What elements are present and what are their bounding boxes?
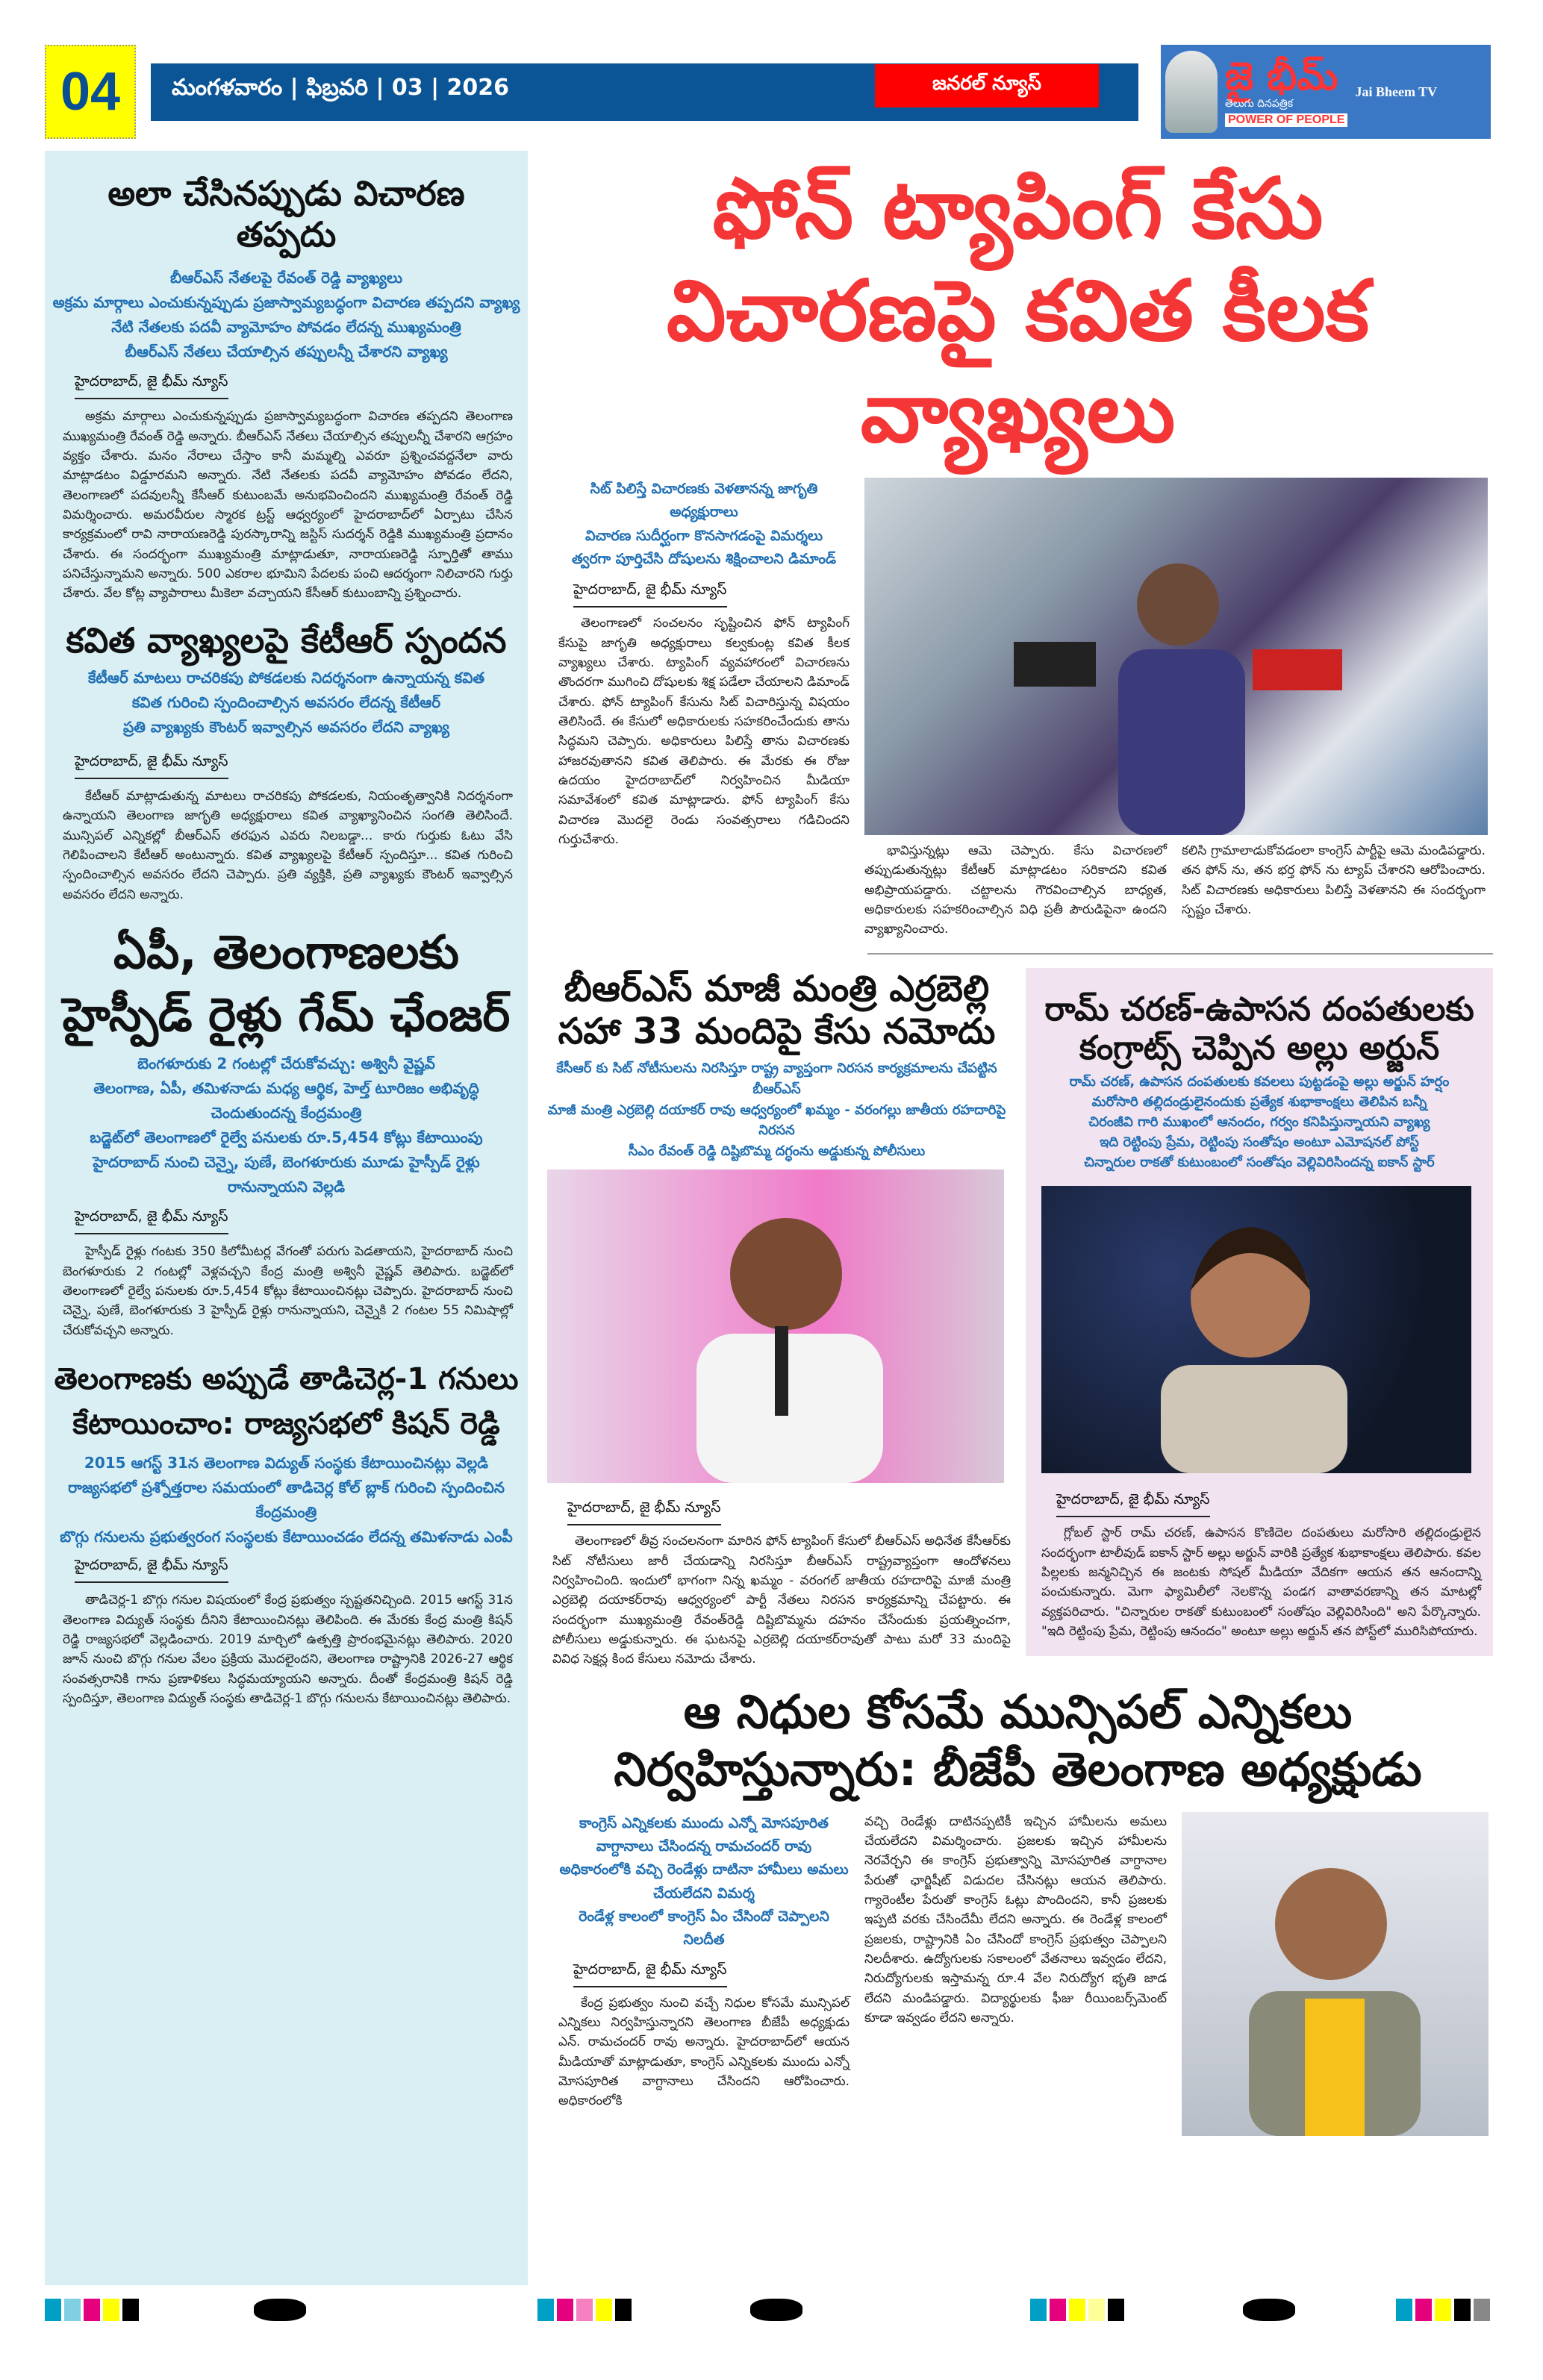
article-tadicherla (52, 1357, 520, 1708)
article-body: గ్లోబల్ స్టార్ రామ్ చరణ్, ఉపాసన కొణిదెల దంపతులు మరోసారి తల్లిదండ్రులైన సందర్భంగా టాలీవుడ్ ఐకాన్ స్టార్ అల్లు అర్జున్ వారికి ప్రత్యేక శుభాకాంక్షలు తెలిపారు. కవల పిల్లలకు జన్మనిచ్చిన ఈ జంటకు సోషల్ మీడియా వేదికగా ఆయన తన ఆనందాన్ని పంచుకున్నారు. మెగా ఫ్యామిలీలో నెలకొన్న పండగ వాతావరణాన్ని తన మాటల్లో వ్యక్తపరిచారు. "చిన్నారుల రాకతో కుటుంబంలో సంతోషం వెల్లివిరిసింది" అని పేర్కొన్నారు. "ఇది రెట్టింపు ప్రేమ, రెట్టింపు ఆనందం" అంటూ అల్లు అర్జున్ తన పోస్ట్‌లో మురిసిపోయారు. (1041, 1525, 1481, 1639)
allu-arjun-photo (1041, 1186, 1471, 1473)
color-registration-mark (45, 2299, 139, 2321)
lead-story (543, 478, 1493, 940)
deck-line: అధికారంలోకి వచ్చి రెండేళ్లు దాటినా హామీలు అమలు చేయలేదని విమర్శ (559, 1861, 849, 1902)
headline: బీఆర్ఎస్ మాజీ మంత్రి ఎర్రబెల్లి సహా 33 మందిపై కేసు నమోదు (558, 967, 996, 1053)
lead-photo-column (864, 478, 1488, 940)
page-number: 04 (45, 45, 136, 139)
article-highspeed-rail (52, 921, 520, 1340)
year: 2026 (446, 75, 510, 101)
portrait-icon (1165, 51, 1218, 133)
divider (867, 953, 1493, 955)
article-bjp (543, 1812, 1493, 2136)
deck-line: బొగ్గు గనులను ప్రభుత్వరంగ సంస్థలకు కేటాయించడం లేదన్న తమిళనాడు ఎంపీ (60, 1528, 513, 1546)
deck-line: చిరంజీవి గారి ముఖంలో ఆనందం, గర్వం కనిపిస్తున్నాయని వ్యాఖ్య (1088, 1114, 1430, 1131)
article-body-continued: భావిస్తున్నట్లు ఆమె చెప్పారు. కేసు విచారణలో తప్పుడుతున్నట్లు కేటీఆర్ మాట్లాడటం సరికాదని కవిత అభిప్రాయపడ్డారు. చట్టాలను గౌరవించాల్సిన బాధ్యత, అధికారులకు సహకరించాల్సిన విధి ప్రతీ పౌరుడిపైనా ఉందని వ్యాఖ్యానించారు. (864, 843, 1167, 937)
deck-line: విచారణ సుదీర్ఘంగా కొనసాగడంపై విమర్శలు (585, 527, 823, 544)
color-registration-mark (1030, 2299, 1124, 2321)
article-body-continued: కలిసి గ్రామాలాడుకోవడంలా కాంగ్రెస్ పార్టీపై ఆమె మండిపడ్డారు. తన ఫోన్ ను, తన భర్త ఫోన్ ను ట్యాప్ చేశారని ఆరోపించారు. సిట్ విచారణకు అధికారులు పిలిస్తే వెళతానని ఈ సందర్భంగా స్పష్టం చేశారు. (1182, 843, 1486, 917)
deck-line: రాజ్యసభలో ప్రశ్నోత్తరాల సమయంలో తాడిచెర్ల కోల్ బ్లాక్ గురించి స్పందించిన కేంద్రమంత్రి (68, 1478, 505, 1522)
headline: ఏపీ, తెలంగాణలకు హైస్పీడ్ రైళ్లు గేమ్ ఛేంజర్ (62, 925, 511, 1042)
deck-line: చిన్నారుల రాకతో కుటుంబంలో సంతోషం వెల్లివిరిసిందన్న ఐకాన్ స్టార్ (1084, 1155, 1435, 1171)
deck-line: త్వరగా పూర్తిచేసి దోషులను శిక్షించాలని డిమాండ్ (571, 550, 837, 567)
speaker-photo-icon (547, 1169, 1004, 1483)
logo-subtitle: తెలుగు దినపత్రిక (1225, 97, 1294, 110)
registration-mark (1243, 2299, 1295, 2321)
month: ఫిబ్రవరి (306, 75, 369, 101)
deck-line: బెంగళూరుకు 2 గంటల్లో చేరుకోవచ్చు: అశ్వినీ వైష్ణవ్ (137, 1055, 435, 1073)
allu-arjun-box (1026, 968, 1493, 1657)
deck-line: కాంగ్రెస్ ఎన్నికలకు ముందు ఎన్నో మోసపూరిత వాగ్దానాలు చేసిందన్న రామచందర్ రావు (579, 1814, 829, 1855)
section-label: జనరల్ న్యూస్ (875, 64, 1099, 107)
bjp-photo (1182, 1812, 1489, 2136)
deck-line: కవిత గురించి స్పందించాల్సిన అవసరం లేదన్న కేటీఆర్ (131, 693, 441, 711)
left-column (45, 151, 528, 2285)
article-body-continued: వచ్చి రెండేళ్లు దాటినప్పటికీ ఇచ్చిన హామీలను అమలు చేయలేదని విమర్శించారు. ప్రజలకు ఇచ్చిన హామీలను నెరవేర్చని ఈ కాంగ్రెస్ ప్రభుత్వాన్ని మోసపూరిత వాగ్దానాల పేరుతో ఛార్జిషీట్ విడుదల చేసినట్లు ఆయన తెలిపారు. గ్యారెంటీల పేరుతో కాంగ్రెస్ ఓట్లు పొందిందని, కానీ ప్రజలకు ఇప్పటి వరకు చేసిందేమీ లేదని అన్నారు. ఈ రెండేళ్ల కాలంలో ప్రజలకు, రాష్ట్రానికి ఏం చేసిందో కాంగ్రెస్ ప్రభుత్వం చెప్పాలని నిలదీశారు. ఉద్యోగులకు సకాలంలో వేతనాలు ఇవ్వడం లేదని, నిరుద్యోగులకు ఇస్తామన్న రూ.4 వేల నిరుద్యోగ భృతి జాడ లేదని మండిపడ్డారు. విద్యార్థులకు ఫీజు రీయింబర్స్‌మెంట్ కూడా ఇవ్వడం లేదని అన్నారు. (864, 1814, 1168, 2026)
lead-headline: ఫోన్ ట్యాపింగ్ కేసు విచారణపై కవిత కీలక వ్యాఖ్యలు (666, 160, 1370, 462)
deck-line: అక్రమ మార్గాలు ఎంచుకున్నప్పుడు ప్రజాస్వామ్యబద్ధంగా విచారణ తప్పదని వ్యాఖ్య (52, 293, 520, 312)
press-conference-photo-icon (864, 478, 1488, 835)
deck-line: మరోసారి తల్లిదండ్రులైనందుకు ప్రత్యేక శుభాకాంక్షలు తెలిపిన బన్నీ (1091, 1094, 1427, 1111)
article-revanth (52, 173, 520, 604)
dateline: హైదరాబాద్, జై భీమ్ న్యూస్ (75, 1208, 228, 1234)
headline: కవిత వ్యాఖ్యలపై కేటీఆర్ స్పందన (66, 619, 507, 660)
lead-deck (558, 478, 850, 850)
deck-line: 2015 ఆగస్ట్ 31న తెలంగాణ విద్యుత్ సంస్థకు కేటాయించినట్లు వెల్లడి (84, 1454, 489, 1472)
dateline: హైదరాబాద్, జై భీమ్ న్యూస్ (1056, 1491, 1210, 1517)
deck-line: సీఎం రేవంత్ రెడ్డి దిష్టిబొమ్మ దగ్ధంను అడ్డుకున్న పోలీసులు (628, 1143, 926, 1160)
main-area (543, 158, 1493, 2136)
deck-line: బీఆర్ఎస్ నేతలు చేయాల్సిన తప్పులన్నీ చేశారని వ్యాఖ్య (125, 343, 448, 361)
dateline: హైదరాబాద్, జై భీమ్ న్యూస్ (573, 581, 727, 608)
tv-logo: Jai Bheem TV (1355, 84, 1438, 99)
issue-date: మంగళవారం | ఫిబ్రవరి | 03 | 2026 (172, 75, 510, 101)
deck-line: తెలంగాణ, ఏపీ, తమిళనాడు మధ్య ఆర్థిక, హెల్త్ టూరిజం అభివృద్ధి చెందుతుందన్న కేంద్రమంత్రి (93, 1079, 479, 1122)
article-ktr (52, 620, 520, 905)
headline: అలా చేసినప్పుడు విచారణ తప్పదు (107, 173, 465, 255)
lead-photo (864, 478, 1488, 835)
deck-line: కేసీఆర్ కు సిట్ నోటీసులను నిరసిస్తూ రాష్ట్ర వ్యాప్తంగా నిరసన కార్యక్రమాలను చేపట్టిన బీఆర్ఎస్ (556, 1060, 997, 1097)
deck-line: హైదరాబాద్ నుంచి చెన్నై, పుణే, బెంగళూరుకు మూడు హైస్పీడ్ రైళ్లు రానున్నాయని వెల్లడి (93, 1153, 480, 1196)
article-body: కేంద్ర ప్రభుత్వం నుంచి వచ్చే నిధుల కోసమే మున్సిపల్ ఎన్నికలు నిర్వహిస్తున్నారని తెలంగాణ బీజేపీ అధ్యక్షుడు ఎన్. రామచందర్ రావు అన్నారు. హైదరాబాద్‌లో ఆయన మీడియాతో మాట్లాడుతూ, కాంగ్రెస్ ఎన్నికలకు ముందు ఎన్నో మోసపూరిత వాగ్దానాలు చేసిందని ఆరోపించారు. అధికారంలోకి (558, 1995, 850, 2109)
day: 03 (391, 75, 423, 101)
logo-tagline: POWER OF PEOPLE (1225, 113, 1347, 127)
color-registration-mark (1396, 2299, 1490, 2321)
headline: రామ్ చరణ్-ఉపాసన దంపతులకు కంగ్రాట్స్ చెప్పిన అల్లు అర్జున్ (1044, 990, 1474, 1068)
middle-stories (543, 968, 1493, 1670)
deck-line: కేటీఆర్ మాటలు రాచరికపు పోకడలకు నిదర్శనంగా ఉన్నాయన్న కవిత (87, 669, 485, 687)
registration-mark (254, 2299, 306, 2321)
masthead-logo (1161, 45, 1491, 139)
article-body: తెలంగాణలో తీవ్ర సంచలనంగా మారిన ఫోన్ ట్యాపింగ్ కేసులో బీఆర్ఎస్ అధినేత కేసీఆర్‌కు సిట్ నోటీసులు జారీ చేయడాన్ని నిరసిస్తూ బీఆర్ఎస్ రాష్ట్రవ్యాప్తంగా ఆందోళనలు నిర్వహించింది. ఇందులో భాగంగా నిన్న ఖమ్మం - వరంగల్ జాతీయ రహదారిపై మాజీ మంత్రి ఎర్రబెల్లి దయాకర్‌రావు ఆధ్వర్యంలో పార్టీ నేతలు నిరసన కార్యక్రమాన్ని చేపట్టారు. ఈ సందర్భంగా ముఖ్యమంత్రి రేవంత్‌రెడ్డి దిష్టిబొమ్మను దహనం చేసేందుకు ప్రయత్నించగా, పోలీసులు అడ్డుకున్నారు. ఈ ఘటనపై ఎర్రబెల్లి దయాకర్‌రావుతో పాటు మరో 33 మందిపై వివిధ సెక్షన్ల కింద కేసులు నమోదు చేశారు. (552, 1534, 1011, 1667)
bjp-headline: ఆ నిధుల కోసమే మున్సిపల్ ఎన్నికలు నిర్వహిస్తున్నారు: బీజేపీ తెలంగాణ అధ్యక్షుడు (614, 1684, 1422, 1797)
deck-line: బీఆర్ఎస్ నేతలపై రేవంత్ రెడ్డి వ్యాఖ్యలు (169, 269, 403, 287)
weekday: మంగళవారం (172, 75, 283, 101)
politician-photo-icon (1182, 1812, 1489, 2136)
deck-line: రెండేళ్ల కాలంలో కాంగ్రెస్ ఏం చేసిందో చెప్పాలని నిలదీత (579, 1908, 829, 1949)
deck-line: నేటి నేతలకు పదవీ వ్యామోహం పోవడం లేదన్న ముఖ్యమంత్రి (111, 318, 461, 337)
dateline: హైదరాబాద్, జై భీమ్ న్యూస్ (75, 1557, 228, 1583)
deck-line: సిట్ పిలిస్తే విచారణకు వెళతానన్న జాగృతి అధ్యక్షురాలు (590, 480, 818, 521)
registration-mark (750, 2299, 802, 2321)
article-body: అక్రమ మార్గాలు ఎంచుకున్నప్పుడు ప్రజాస్వామ్యబద్ధంగా విచారణ తప్పదని తెలంగాణ ముఖ్యమంత్రి రేవంత్ రెడ్డి అన్నారు. బీఆర్ఎస్ నేతలు చేయాల్సిన తప్పులన్నీ చేశారని ఆగ్రహం వ్యక్తం చేశారు. మనం నేరాలు చేస్తాం కానీ మమ్మల్ని ఎవరూ ప్రశ్నించవద్దనేలా వారు మాట్లాడటం విడ్డూరమని అన్నారు. నేటి నేతలకు పదవీ వ్యామోహం పోవడం లేదని, తెలంగాణలో పదవులన్నీ కేసీఆర్ కుటుంబమే అనుభవించిందని ముఖ్యమంత్రి రేవంత్ రెడ్డి విమర్శించారు. అమరవీరుల స్మారక ట్రస్ట్ ఆధ్వర్యంలో హైదరాబాద్‌లో ఏర్పాటు చేసిన కార్యక్రమంలో రావి నారాయణరెడ్డి పురస్కారాన్ని జస్టిస్ సుదర్శన్ రెడ్డికి ముఖ్యమంత్రి ప్రదానం చేశారు. ఈ సందర్భంగా ముఖ్యమంత్రి మాట్లాడుతూ, నారాయణరెడ్డి స్ఫూర్తితో తాము పనిచేస్తున్నామని అన్నారు. 500 ఎకరాల భూమిని పేదలకు పంచి ఆదర్శంగా నిలిచారని గుర్తు చేశారు. వేల కోట్ల వ్యాపారాలు మీకెలా వచ్చాయని కేసీఆర్ కుటుంబాన్ని ప్రశ్నించారు. (63, 409, 513, 602)
errabelli-photo (547, 1169, 1004, 1483)
article-errabelli (543, 968, 1011, 1670)
actor-photo-icon (1041, 1186, 1471, 1473)
deck-line: బడ్జెట్‌లో తెలంగాణలో రైల్వే పనులకు రూ.5,454 కోట్లు కేటాయింపు (90, 1128, 483, 1147)
logo-title: జై భీమ్ (1225, 54, 1338, 100)
color-registration-mark (537, 2299, 632, 2321)
article-body: తెలంగాణలో సంచలనం సృష్టించిన ఫోన్ ట్యాపింగ్ కేసుపై జాగృతి అధ్యక్షురాలు కల్వకుంట్ల కవిత కీలక వ్యాఖ్యలు చేశారు. ట్యాపింగ్ వ్యవహారంలో విచారణను తొందరగా ముగించి దోషులకు శిక్ష పడేలా చేయాలని డిమాండ్ చేశారు. ఫోన్ ట్యాపింగ్ కేసును సిట్ విచారిస్తున్న విషయం తెలిసిందే. ఈ కేసులో అధికారులకు సహకరించేందుకు తాను సిద్ధమని చెప్పారు. అధికారులు పిలిస్తే తాను విచారణకు హాజరవుతానని కవిత తెలిపారు. ఈ మేరకు ఈ రోజు ఉదయం హైదరాబాద్‌లో నిర్వహించిన మీడియా సమావేశంలో కవిత మాట్లాడారు. ఫోన్ ట్యాపింగ్ కేసు విచారణ మొదలై రెండు సంవత్సరాలు గడిచిందని గుర్తుచేశారు. (558, 616, 850, 848)
dateline: హైదరాబాద్, జై భీమ్ న్యూస్ (75, 373, 228, 399)
article-body: తాడిచెర్ల-1 బొగ్గు గనుల విషయంలో కేంద్ర ప్రభుత్వం స్పష్టతనిచ్చింది. 2015 ఆగస్ట్ 31న తెలంగాణ విద్యుత్ సంస్థకు దీనిని కేటాయించినట్లు తెలిపింది. ఈ మేరకు కేంద్ర మంత్రి కిషన్ రెడ్డి రాజ్యసభలో వెల్లడించారు. 2019 మార్చిలో ఉత్పత్తి ప్రారంభమైనట్లు తెలిపారు. 2020 జూన్ నుంచి బొగ్గు గనుల వేలం ప్రక్రియ మొదలైందని, తెలంగాణ రాష్ట్రానికి 2026-27 ఆర్థిక సంవత్సరానికి గాను ప్రణాళికలు సిద్ధమయ్యాయని అన్నారు. దీంతో కేంద్రమంత్రి కిషన్ రెడ్డి స్పందిస్తూ, తెలంగాణ విద్యుత్ సంస్థకు తాడిచెర్ల-1 బొగ్గు గనులను కేటాయించినట్లు తెలిపారు. (63, 1593, 513, 1706)
headline: తెలంగాణకు అప్పుడే తాడిచెర్ల-1 గనులు కేటాయించాం: రాజ్యసభలో కిషన్ రెడ్డి (54, 1362, 519, 1442)
dateline: హైదరాబాద్, జై భీమ్ న్యూస్ (75, 753, 228, 779)
dateline: హైదరాబాద్, జై భీమ్ న్యూస్ (567, 1499, 721, 1525)
article-body: హైస్పీడ్ రైళ్లు గంటకు 350 కిలోమీటర్ల వేగంతో పరుగు పెడతాయని, హైదరాబాద్ నుంచి బెంగళూరుకు 2 గంటల్లో వెళ్లవచ్చని కేంద్ర మంత్రి అశ్వినీ వైష్ణవ్ తెలిపారు. బడ్జెట్‌లో తెలంగాణలో రైల్వే పనులకు రూ.5,454 కోట్లు కేటాయించినట్లు చెప్పారు. హైదరాబాద్ నుంచి చెన్నై, పుణే, బెంగళూరుకు 3 హైస్పీడ్ రైళ్లు రానున్నాయని, చెన్నైకి 2 గంటల 55 నిమిషాల్లో చేరుకోవచ్చని అన్నారు. (63, 1244, 513, 1338)
deck-line: ఇది రెట్టింపు ప్రేమ, రెట్టింపు సంతోషం అంటూ ఎమోషనల్ పోస్ట్ (1100, 1134, 1419, 1151)
deck-line: మాజీ మంత్రి ఎర్రబెల్లి దయాకర్ రావు ఆధ్వర్యంలో ఖమ్మం - వరంగల్లు జాతీయ రహదారిపై నిరసన (547, 1102, 1006, 1139)
dateline: హైదరాబాద్, జై భీమ్ న్యూస్ (573, 1961, 727, 1987)
deck-line: రామ్ చరణ్, ఉపాసన దంపతులకు కవలలు పుట్టడంపై అల్లు అర్జున్ హర్షం (1069, 1074, 1450, 1090)
article-body: కేటీఆర్ మాట్లాడుతున్న మాటలు రాచరికపు పోకడలకు, నియంతృత్వానికి నిదర్శనంగా ఉన్నాయని తెలంగాణ జాగృతి అధ్యక్షురాలు కవిత వ్యాఖ్యానించిన సంగతి తెలిసిందే. మున్సిపల్ ఎన్నికల్లో బీఆర్ఎస్ తరఫున ఎవరు నిలబడ్డా... కారు గుర్తుకు ఓటు వేసి గెలిపించాలని కేటీఆర్ అంటున్నారు. కవిత వ్యాఖ్యలపై కేటీఆర్ స్పందిస్తూ... కవిత గురించి స్పందించాల్సిన అవసరం లేదని చెప్పారు. ప్రతి వ్యక్తికి, ప్రతి వ్యాఖ్యకు కౌంటర్ ఇవ్వాల్సిన అవసరం లేదని అన్నారు. (63, 789, 513, 902)
deck-line: ప్రతి వ్యాఖ్యకు కౌంటర్ ఇవ్వాల్సిన అవసరం లేదని వ్యాఖ్య (123, 718, 449, 736)
